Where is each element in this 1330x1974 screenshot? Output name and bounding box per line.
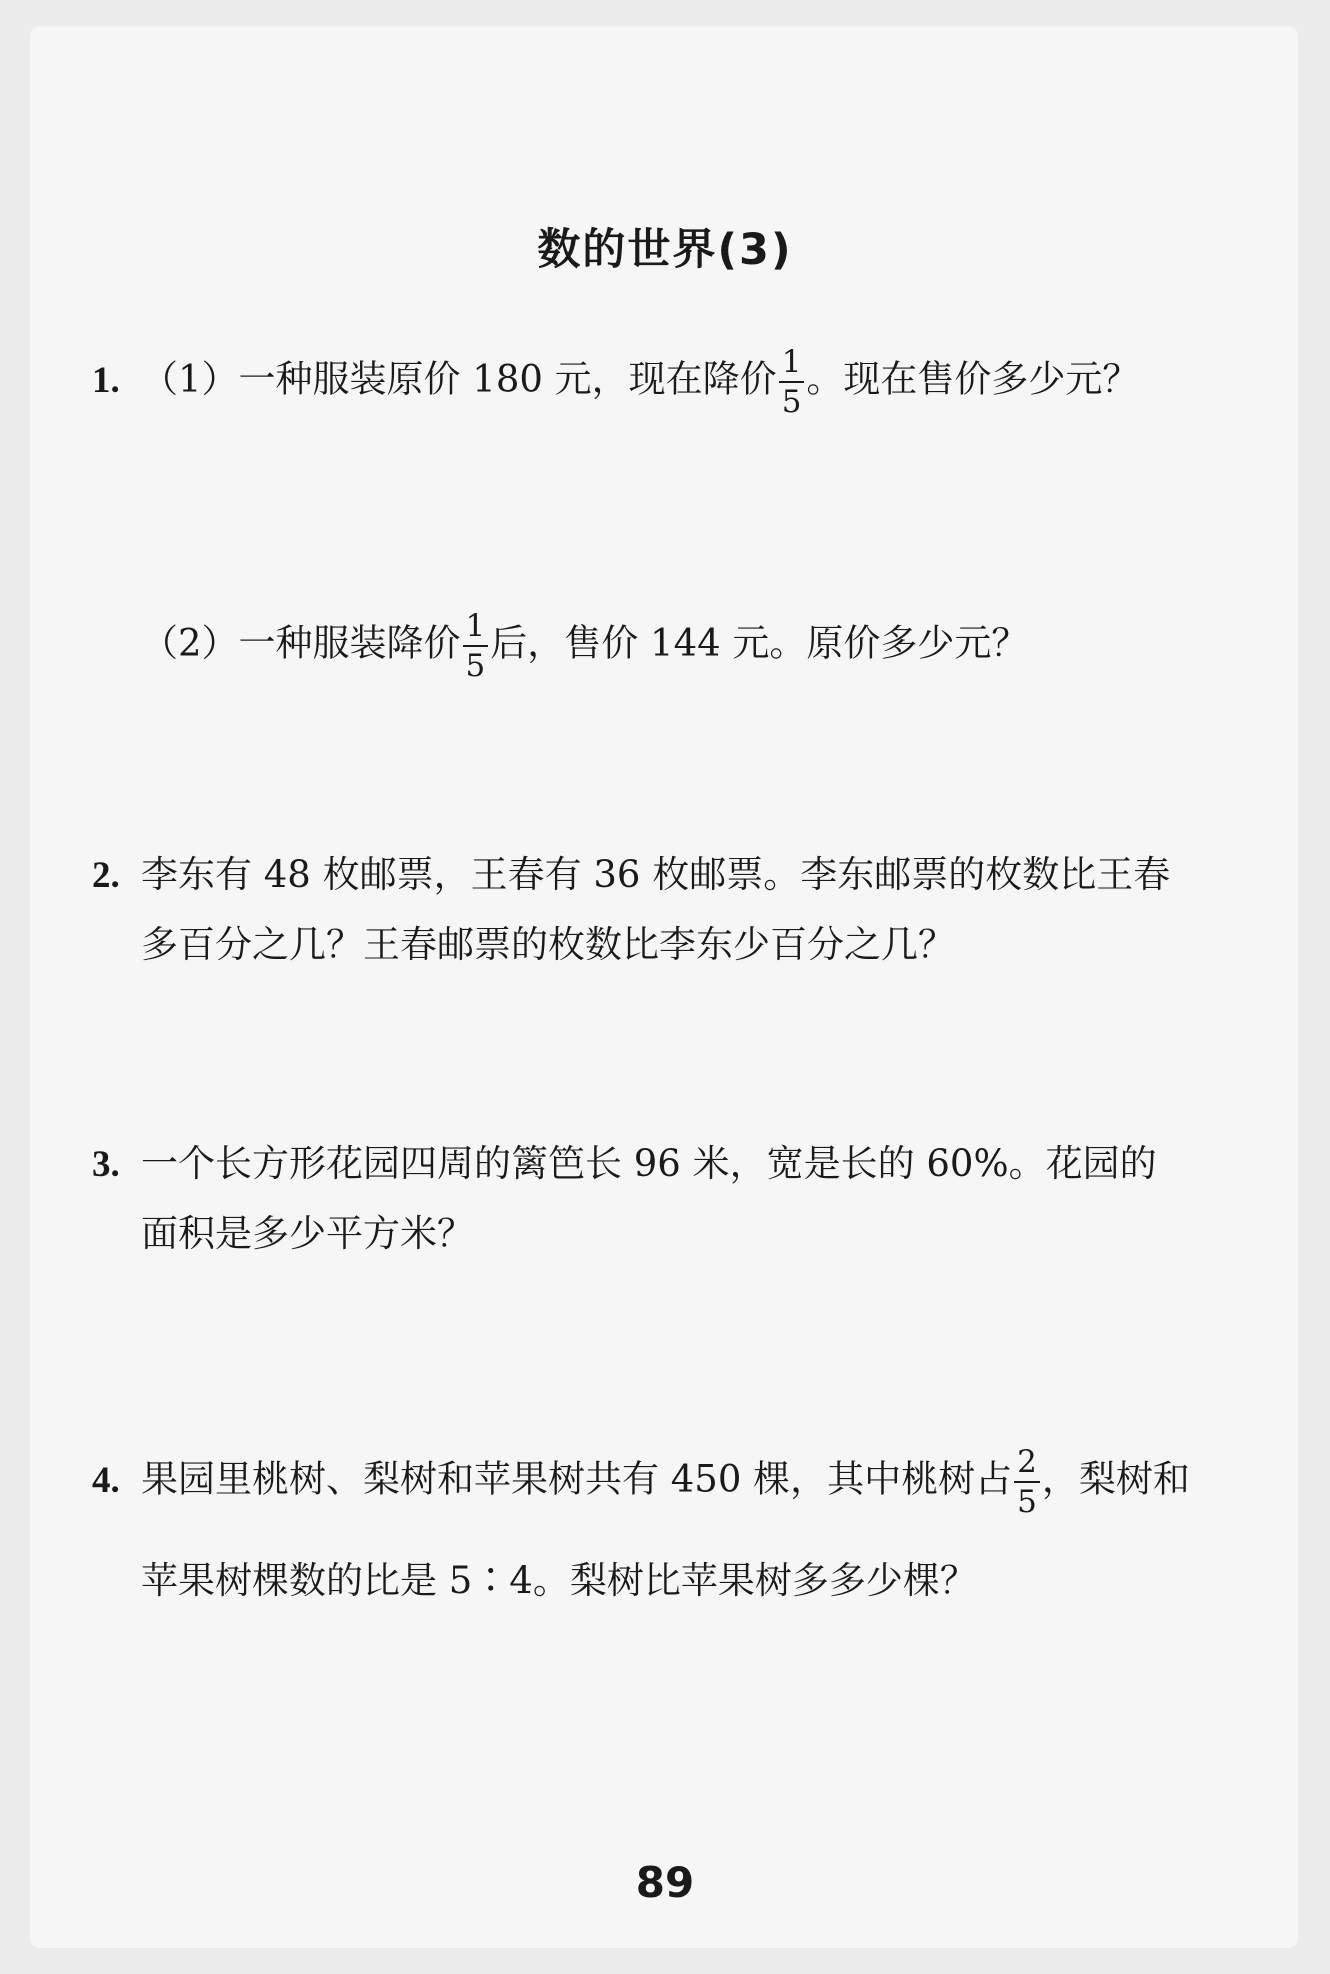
question-text: （2）一种服装降价 — [141, 621, 461, 665]
question-text: 果园里桃树、梨树和苹果树共有 450 棵，其中桃树占 — [141, 1457, 1013, 1501]
question-text: 李东有 48 枚邮票，王春有 36 枚邮票。李东邮票的枚数比王春 — [141, 853, 1171, 896]
question-3-line-1 — [92, 1142, 1157, 1185]
page-sheet — [30, 26, 1298, 1948]
fraction-denominator: 5 — [465, 647, 486, 684]
question-text: （1）一种服装原价 180 元，现在降价 — [141, 357, 777, 401]
page-title: 数的世界(3) — [537, 225, 793, 275]
question-number: 1. — [92, 359, 120, 401]
fraction — [463, 610, 489, 682]
question-2-line-2 — [141, 923, 955, 966]
question-text: 。现在售价多少元？ — [806, 357, 1140, 401]
fraction-denominator: 5 — [781, 383, 802, 420]
question-text: 多百分之几？王春邮票的枚数比李东少百分之几？ — [141, 923, 955, 966]
question-number: 4. — [92, 1459, 120, 1501]
question-4-line-2 — [141, 1559, 977, 1602]
question-1-part-2 — [141, 610, 1028, 682]
question-number: 2. — [92, 855, 120, 896]
question-text: 苹果树棵数的比是 5∶4。梨树比苹果树多多少棵？ — [141, 1559, 977, 1602]
fraction-numerator: 2 — [1014, 1446, 1040, 1483]
question-3-line-2 — [141, 1212, 474, 1255]
question-1-part-1 — [92, 346, 1139, 418]
question-number: 3. — [92, 1144, 120, 1185]
question-2-line-1 — [92, 853, 1171, 896]
question-text: 一个长方形花园四周的篱笆长 96 米，宽是长的 60%。花园的 — [141, 1142, 1157, 1185]
fraction-denominator: 5 — [1017, 1483, 1037, 1520]
question-text: 后，售价 144 元。原价多少元？ — [490, 621, 1029, 665]
page-number: 89 — [635, 1858, 695, 1907]
fraction-numerator: 1 — [463, 610, 489, 647]
question-text: 面积是多少平方米？ — [141, 1212, 474, 1255]
fraction-numerator: 1 — [779, 346, 805, 383]
question-4-line-1 — [92, 1446, 1190, 1518]
question-text: ，梨树和 — [1041, 1457, 1190, 1501]
fraction — [1014, 1446, 1040, 1518]
fraction — [779, 346, 805, 418]
